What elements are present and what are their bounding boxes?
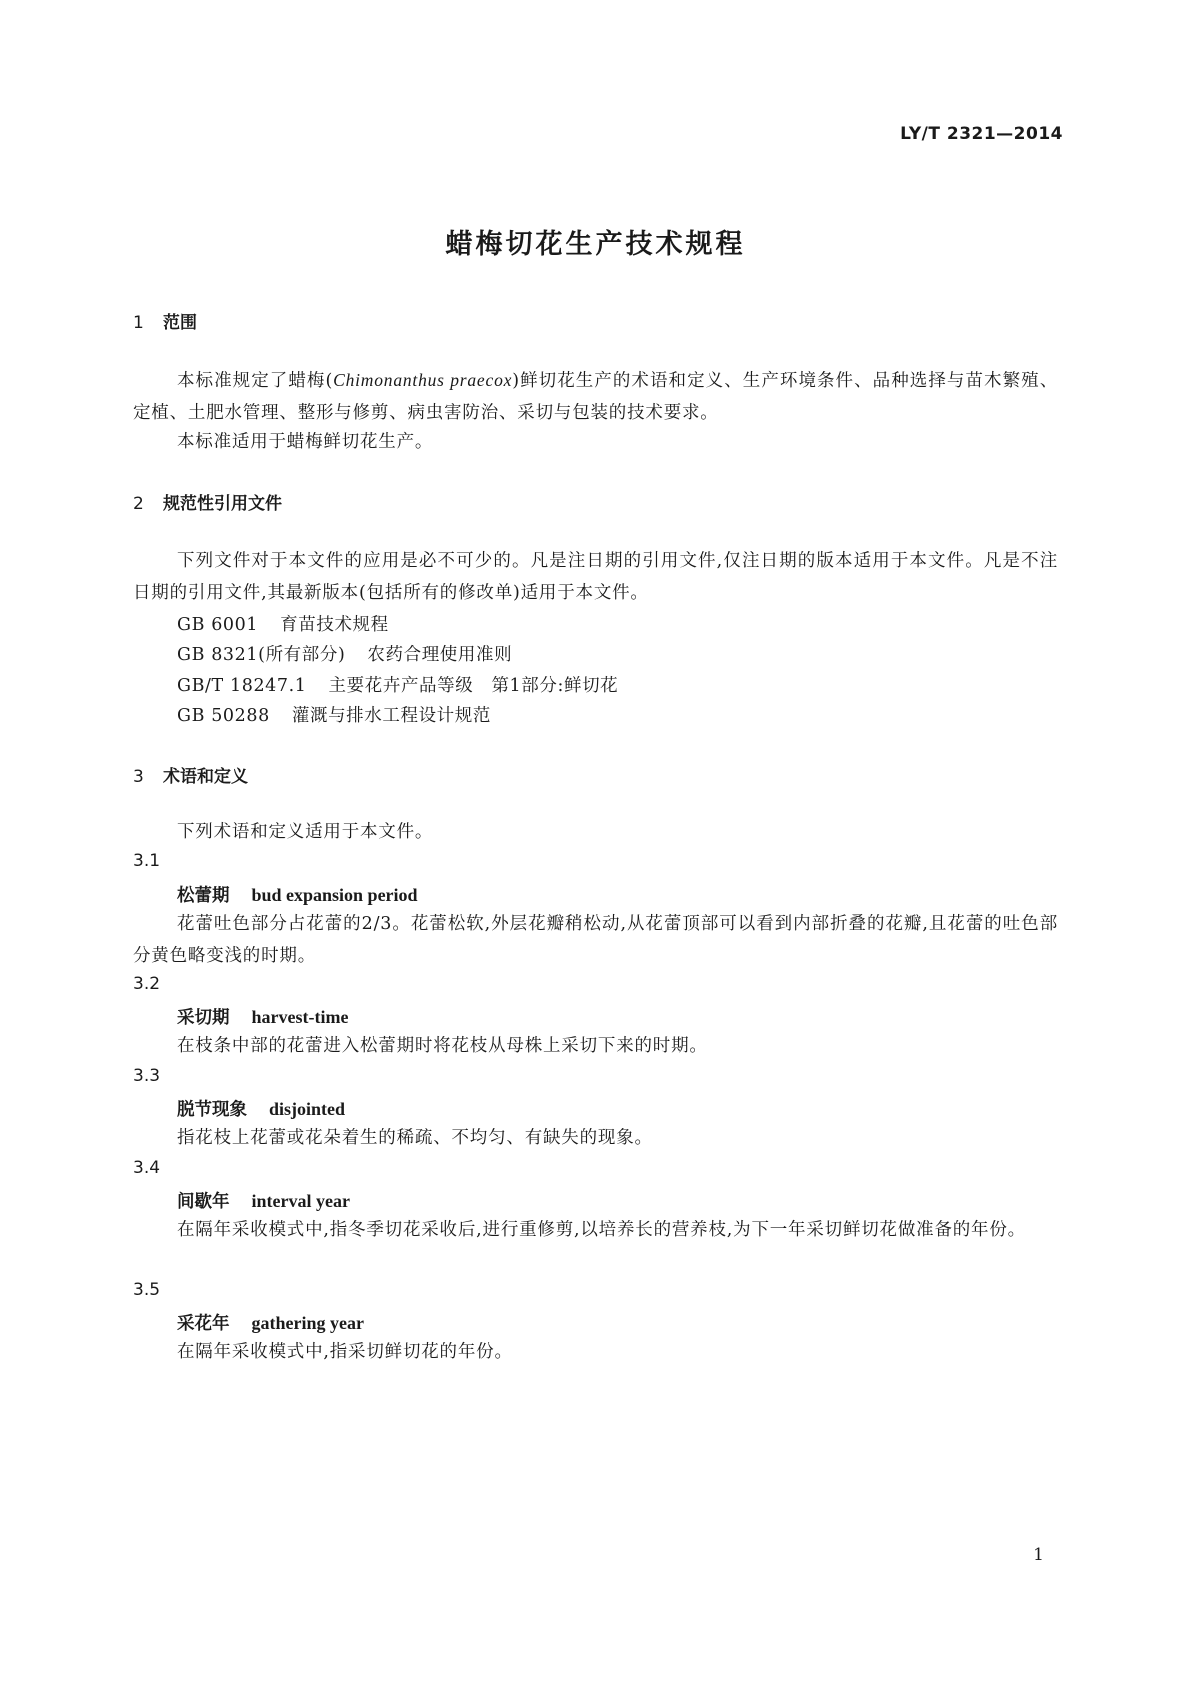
term-chinese: 间歇年 — [177, 1192, 230, 1212]
document-title: 蜡梅切花生产技术规程 — [445, 229, 746, 260]
section-heading-terms — [133, 762, 248, 787]
scope-text-start: 本标准规定了蜡梅( — [177, 371, 334, 391]
reference-name: 灌溉与排水工程设计规范 — [291, 706, 491, 726]
section-heading-normative-references — [133, 489, 282, 514]
term-english: disjointed — [269, 1099, 346, 1119]
term-english: bud expansion period — [251, 885, 418, 905]
term-english: gathering year — [251, 1313, 364, 1333]
page-number: 1 — [1033, 1545, 1044, 1565]
term-number: 3.4 — [133, 1158, 161, 1178]
reference-name: 农药合理使用准则 — [367, 645, 513, 665]
term-chinese: 脱节现象 — [177, 1100, 247, 1120]
reference-item — [177, 641, 512, 666]
reference-name: 主要花卉产品等级 第1部分:鲜切花 — [328, 676, 619, 696]
term-number: 3.1 — [133, 851, 161, 871]
section-number: 2 — [133, 494, 144, 514]
standard-code: LY/T 2321—2014 — [900, 124, 1063, 144]
term-heading — [177, 1310, 364, 1335]
terms-intro: 下列术语和定义适用于本文件。 — [177, 822, 434, 842]
term-chinese: 采切期 — [177, 1008, 230, 1028]
term-heading — [177, 1188, 350, 1213]
term-definition: 指花枝上花蕾或花朵着生的稀疏、不均匀、有缺失的现象。 — [177, 1128, 653, 1148]
reference-code: GB 6001 — [177, 615, 259, 635]
term-heading — [177, 1004, 348, 1029]
term-heading — [177, 1096, 345, 1121]
scope-applicability: 本标准适用于蜡梅鲜切花生产。 — [177, 432, 434, 452]
section-title: 范围 — [163, 313, 197, 333]
section-title: 术语和定义 — [163, 767, 248, 787]
section-title: 规范性引用文件 — [163, 494, 282, 514]
scope-paragraph — [133, 364, 1058, 429]
term-english: harvest-time — [251, 1007, 349, 1027]
references-intro: 下列文件对于本文件的应用是必不可少的。凡是注日期的引用文件,仅注日期的版本适用于本文件。凡是不注日期的引用文件,其最新版本(包括所有的修改单)适用于本文件。 — [133, 551, 1058, 603]
section-number: 1 — [133, 313, 144, 333]
section-heading-scope — [133, 308, 197, 333]
term-english: interval year — [251, 1191, 350, 1211]
term-chinese: 采花年 — [177, 1314, 230, 1334]
term-definition: 花蕾吐色部分占花蕾的2/3。花蕾松软,外层花瓣稍松动,从花蕾顶部可以看到内部折叠的花瓣,且花蕾的吐色部分黄色略变浅的时期。 — [133, 914, 1058, 966]
term-number: 3.2 — [133, 974, 161, 994]
reference-name: 育苗技术规程 — [280, 615, 389, 635]
term-heading — [177, 882, 418, 907]
term-definition: 在隔年采收模式中,指冬季切花采收后,进行重修剪,以培养长的营养枝,为下一年采切鲜切花做准备的年份。 — [177, 1220, 1026, 1240]
latin-name: Chimonanthus praecox — [333, 370, 513, 390]
term-definition: 在隔年采收模式中,指采切鲜切花的年份。 — [177, 1342, 513, 1362]
reference-code: GB/T 18247.1 — [177, 676, 307, 696]
section-number: 3 — [133, 767, 144, 787]
term-definition: 在枝条中部的花蕾进入松蕾期时将花枝从母株上采切下来的时期。 — [177, 1036, 708, 1056]
scope-text-end: )鲜切花生产的术语和定义、生产环境条件、品种选择与苗木繁殖、定植、土肥水管理、整形与修剪、病虫害防治、采切与包装的技术要求。 — [133, 371, 1058, 423]
term-number: 3.3 — [133, 1066, 161, 1086]
reference-item — [177, 611, 389, 636]
term-chinese: 松蕾期 — [177, 886, 230, 906]
reference-item — [177, 702, 491, 727]
reference-code: GB 50288 — [177, 706, 270, 726]
term-number: 3.5 — [133, 1280, 161, 1300]
reference-code: GB 8321(所有部分) — [177, 645, 346, 665]
reference-item — [177, 672, 618, 697]
